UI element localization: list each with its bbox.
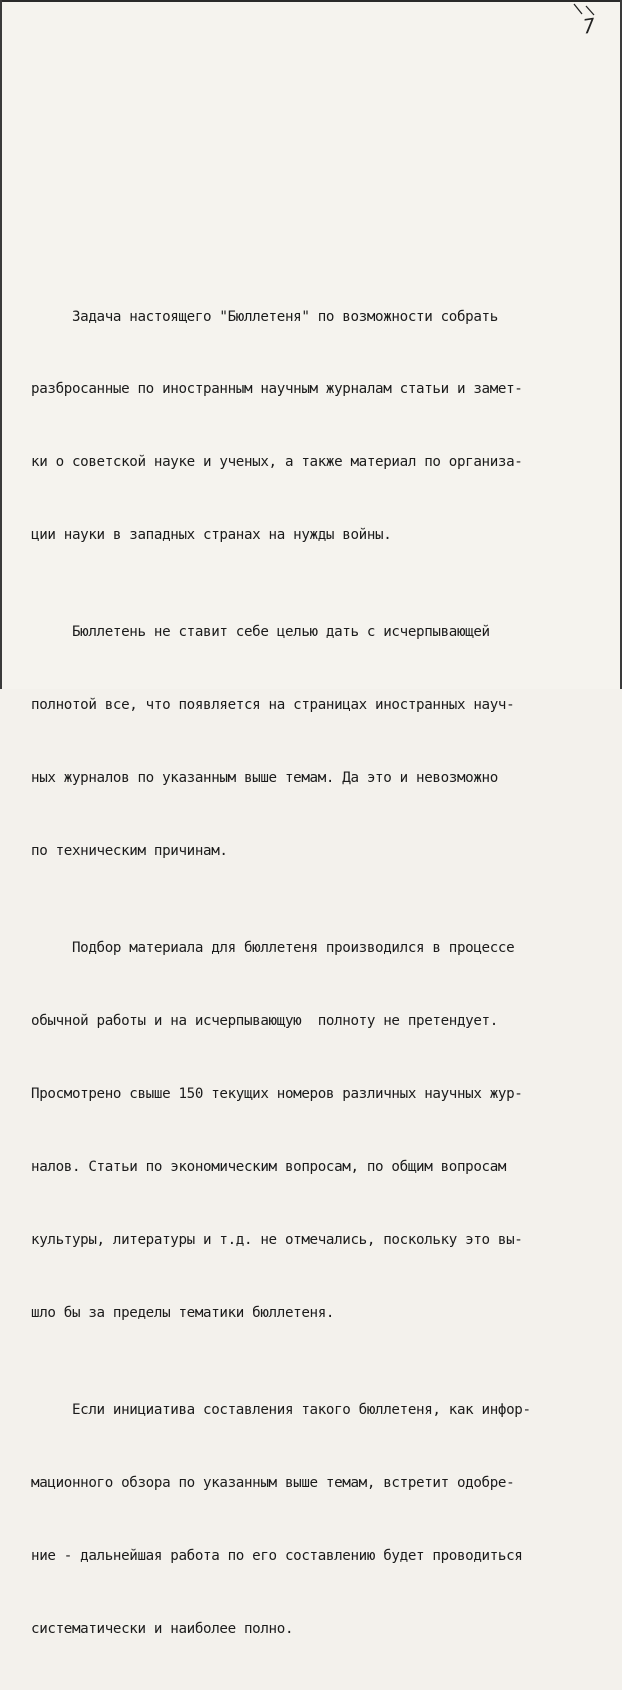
text-line: разбросанные по иностранным научным журналам статьи и замет- [31, 381, 523, 398]
text-line: культуры, литературы и т.д. не отмечались, поскольку это вы- [31, 1231, 523, 1248]
text-line: шло бы за пределы тематики бюллетеня. [31, 1304, 335, 1321]
text-line: Подбор материала для бюллетеня производился в процессе [31, 940, 515, 957]
text-line: ции науки в западных странах на нужды войны. [31, 527, 392, 544]
page-number: 7 [581, 13, 597, 39]
page-left-edge [0, 0, 2, 689]
text-line: Если инициатива составления такого бюллетеня, как инфор- [31, 1401, 531, 1418]
page-top-edge [0, 0, 622, 2]
text-line: ние - дальнейшая работа по его составлению будет проводиться [31, 1547, 523, 1564]
text-line: мационного обзора по указанным выше темам, встретит одобре- [31, 1474, 515, 1491]
text-line: Задача настоящего "Бюллетеня" по возможности собрать [31, 308, 498, 325]
text-line: полнотой все, что появляется на страницах иностранных науч- [31, 697, 515, 714]
text-line: налов. Статьи по экономическим вопросам, по общим вопросам [31, 1158, 507, 1175]
text-line: ки о советской науке и ученых, а также материал по организа- [31, 454, 523, 471]
text-line: ных журналов по указанным выше темам. Да это и невозможно [31, 770, 498, 787]
text-line: обычной работы и на исчерпывающую полноту не претендует. [31, 1013, 498, 1030]
text-line: Просмотрено свыше 150 текущих номеров различных научных жур- [31, 1086, 523, 1103]
typed-body-text [31, 256, 621, 1690]
text-line: Бюллетень не ставит себе целью дать с исчерпывающей [31, 624, 490, 641]
text-line: систематически и наиболее полно. [31, 1620, 294, 1637]
text-line: по техническим причинам. [31, 843, 228, 860]
